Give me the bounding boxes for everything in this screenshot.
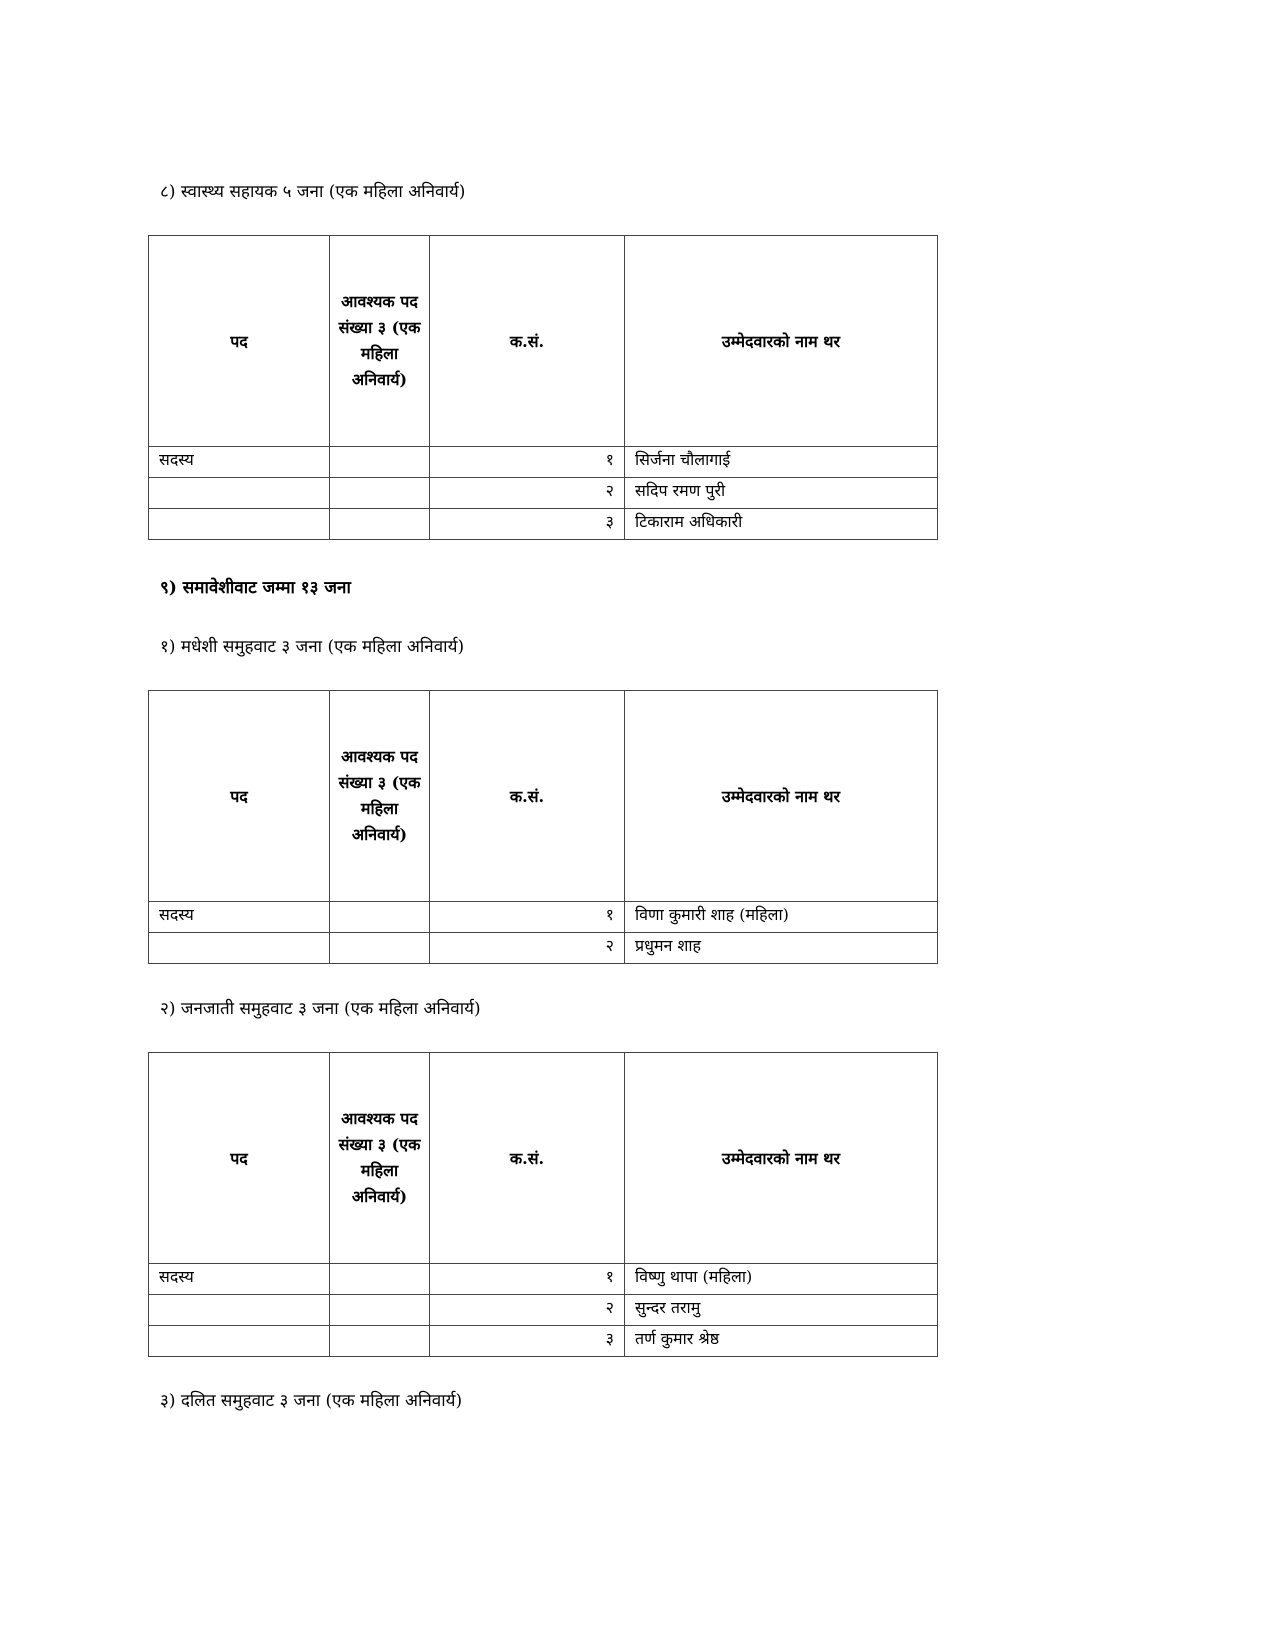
cell-post <box>149 1326 330 1357</box>
section-heading-inclusive-total: ९) समावेशीवाट जम्मा १३ जना <box>160 578 351 598</box>
cell-candidate-name: विणा कुमारी शाह (महिला) <box>625 902 938 933</box>
cell-post <box>149 933 330 964</box>
header-required-count: आवश्यक पद संख्या ३ (एक महिला अनिवार्य) <box>330 236 430 447</box>
cell-post <box>149 1295 330 1326</box>
header-required-count: आवश्यक पद संख्या ३ (एक महिला अनिवार्य) <box>330 691 430 902</box>
table-row <box>149 1295 938 1326</box>
header-required-count: आवश्यक पद संख्या ३ (एक महिला अनिवार्य) <box>330 1053 430 1264</box>
table-row <box>149 509 938 540</box>
cell-required <box>330 509 430 540</box>
candidate-table-madhesi <box>148 690 938 964</box>
header-candidate-name: उम्मेदवारको नाम थर <box>625 236 938 447</box>
section-heading-madhesi: १) मधेशी समुहवाट ३ जना (एक महिला अनिवार्य) <box>160 637 465 657</box>
candidate-table-janajati <box>148 1052 938 1357</box>
cell-serial-number: ३ <box>430 1326 625 1357</box>
cell-required <box>330 933 430 964</box>
table-row <box>149 902 938 933</box>
table-row <box>149 447 938 478</box>
header-serial-number: क.सं. <box>430 691 625 902</box>
cell-required <box>330 1264 430 1295</box>
cell-post: सदस्य <box>149 447 330 478</box>
cell-serial-number: ३ <box>430 509 625 540</box>
cell-candidate-name: सदिप रमण पुरी <box>625 478 938 509</box>
cell-serial-number: २ <box>430 478 625 509</box>
section-heading-janajati: २) जनजाती समुहवाट ३ जना (एक महिला अनिवार्य) <box>160 999 481 1019</box>
header-post: पद <box>149 691 330 902</box>
cell-candidate-name: टिकाराम अधिकारी <box>625 509 938 540</box>
table-row <box>149 1326 938 1357</box>
cell-serial-number: १ <box>430 1264 625 1295</box>
cell-required <box>330 447 430 478</box>
cell-candidate-name: प्रधुमन शाह <box>625 933 938 964</box>
table-row <box>149 1264 938 1295</box>
cell-required <box>330 1295 430 1326</box>
cell-candidate-name: सिर्जना चौलागाई <box>625 447 938 478</box>
cell-post: सदस्य <box>149 902 330 933</box>
cell-serial-number: २ <box>430 933 625 964</box>
header-post: पद <box>149 1053 330 1264</box>
header-post: पद <box>149 236 330 447</box>
section-heading-health-assistant: ८) स्वास्थ्य सहायक ५ जना (एक महिला अनिवार्य) <box>160 182 466 202</box>
section-heading-dalit: ३) दलित समुहवाट ३ जना (एक महिला अनिवार्य) <box>160 1391 463 1411</box>
cell-serial-number: १ <box>430 447 625 478</box>
cell-post <box>149 478 330 509</box>
cell-post: सदस्य <box>149 1264 330 1295</box>
cell-candidate-name: विष्णु थापा (महिला) <box>625 1264 938 1295</box>
table-row <box>149 933 938 964</box>
table-row <box>149 478 938 509</box>
cell-required <box>330 1326 430 1357</box>
header-candidate-name: उम्मेदवारको नाम थर <box>625 1053 938 1264</box>
table-header-row <box>149 236 938 447</box>
table-header-row <box>149 1053 938 1264</box>
header-serial-number: क.सं. <box>430 1053 625 1264</box>
cell-required <box>330 902 430 933</box>
header-candidate-name: उम्मेदवारको नाम थर <box>625 691 938 902</box>
cell-post <box>149 509 330 540</box>
cell-candidate-name: तर्ण कुमार श्रेष्ठ <box>625 1326 938 1357</box>
cell-serial-number: २ <box>430 1295 625 1326</box>
cell-required <box>330 478 430 509</box>
table-header-row <box>149 691 938 902</box>
cell-serial-number: १ <box>430 902 625 933</box>
cell-candidate-name: सुन्दर तरामु <box>625 1295 938 1326</box>
candidate-table-health-assistant <box>148 235 938 540</box>
header-serial-number: क.सं. <box>430 236 625 447</box>
